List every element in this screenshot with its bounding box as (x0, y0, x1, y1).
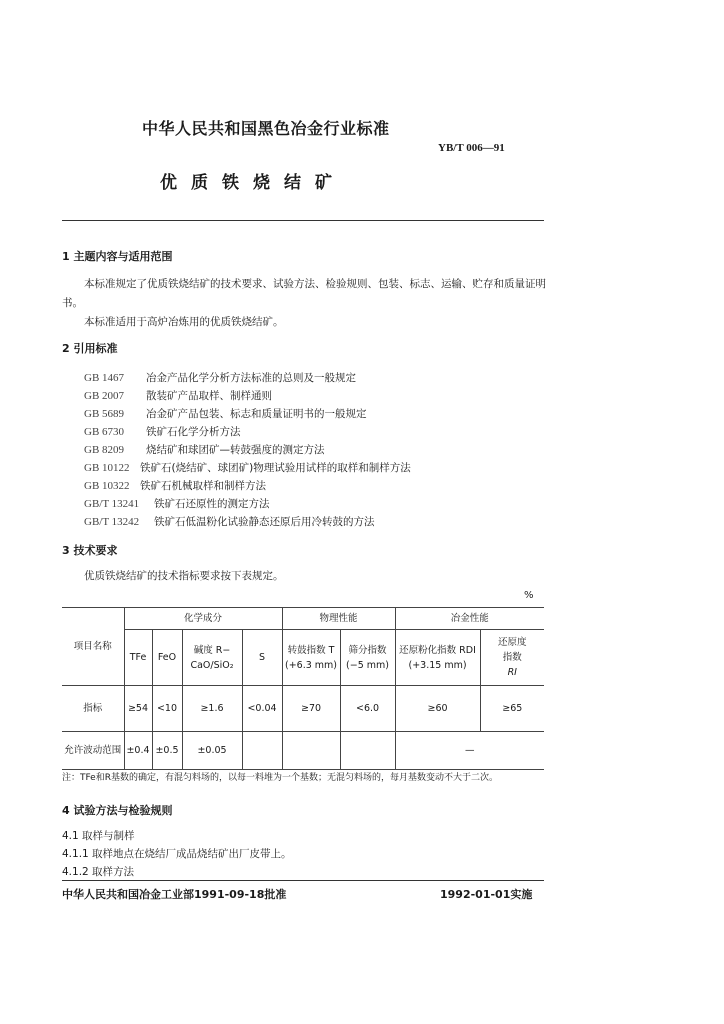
section1-paragraph2: 本标准适用于高炉冶炼用的优质铁烧结矿。 (84, 316, 284, 328)
feo-value: ±0.5 (152, 732, 182, 770)
drum-index-value: ≥70 (282, 686, 340, 732)
section3-intro: 优质铁烧结矿的技术指标要求按下表规定。 (84, 570, 284, 582)
reference-item: GB 2007 散装矿产品取样、制样通则 (84, 390, 272, 402)
basicity-header: 碱度 R− CaO/SiO₂ (182, 630, 242, 686)
metallurgical-properties-header: 冶金性能 (395, 608, 544, 630)
reference-item: GB/T 13241 铁矿石还原性的测定方法 (84, 498, 270, 510)
rdi-header: 还原粉化指数 RDI (+3.15 mm) (395, 630, 480, 686)
metallurgical-tolerance-value: — (395, 732, 544, 770)
drum-index-value (282, 732, 340, 770)
section4-1-2: 4.1.2 取样方法 (62, 866, 135, 878)
table-row (62, 686, 544, 732)
standard-code: YB/T 006—91 (438, 142, 505, 154)
row-label: 允许波动范围 (62, 732, 124, 770)
basicity-value: ±0.05 (182, 732, 242, 770)
basicity-value: ≥1.6 (182, 686, 242, 732)
reference-item: GB/T 13242 铁矿石低温粉化试验静态还原后用冷转鼓的方法 (84, 516, 375, 528)
section4-heading: 4 试验方法与检验规则 (62, 804, 173, 817)
physical-properties-header: 物理性能 (282, 608, 395, 630)
sieve-index-value: <6.0 (340, 686, 395, 732)
feo-header: FeO (152, 630, 182, 686)
drum-index-header: 转鼓指数 T (+6.3 mm) (282, 630, 340, 686)
rdi-value: ≥60 (395, 686, 480, 732)
section1-paragraph1-line2: 书。 (62, 297, 83, 309)
feo-value: <10 (152, 686, 182, 732)
table-subheader-row (62, 630, 544, 686)
sulfur-value (242, 732, 282, 770)
reference-item: GB 1467 冶金产品化学分析方法标准的总则及一般规定 (84, 372, 356, 384)
ri-header: 还原度 指数 RI (480, 630, 544, 686)
reference-item: GB 10122 铁矿石(烧结矿、球团矿)物理试验用试样的取样和制样方法 (84, 462, 411, 474)
tfe-value: ±0.4 (124, 732, 152, 770)
section4-1: 4.1 取样与制样 (62, 830, 135, 842)
section4-1-1: 4.1.1 取样地点在烧结厂成品烧结矿出厂皮带上。 (62, 848, 292, 860)
section2-heading: 2 引用标准 (62, 342, 118, 355)
reference-item: GB 5689 冶金矿产品包装、标志和质量证明书的一般规定 (84, 408, 367, 420)
document-title: 优质铁烧结矿 (160, 173, 346, 193)
issuing-organization: 中华人民共和国黑色冶金行业标准 (142, 119, 390, 138)
section1-heading: 1 主题内容与适用范围 (62, 250, 173, 263)
approval-line: 中华人民共和国冶金工业部1991-09-18批准 (62, 888, 287, 901)
sieve-index-header: 筛分指数 (−5 mm) (340, 630, 395, 686)
reference-item: GB 6730 铁矿石化学分析方法 (84, 426, 241, 438)
table-row (62, 732, 544, 770)
unit-label: % (524, 590, 534, 601)
item-name-header: 项目名称 (62, 608, 124, 686)
technical-requirements-table (62, 607, 544, 770)
sulfur-value: <0.04 (242, 686, 282, 732)
chemical-composition-header: 化学成分 (124, 608, 282, 630)
sieve-index-value (340, 732, 395, 770)
header-rule (62, 220, 544, 221)
tfe-header: TFe (124, 630, 152, 686)
implementation-date: 1992-01-01实施 (440, 888, 533, 901)
footer-rule (62, 880, 544, 881)
tfe-value: ≥54 (124, 686, 152, 732)
reference-item: GB 10322 铁矿石机械取样和制样方法 (84, 480, 266, 492)
table-note: 注：TFe和R基数的确定，有混匀料场的，以每一料堆为一个基数；无混匀料场的，每月基数变动不大于二次。 (62, 773, 498, 783)
sulfur-header: S (242, 630, 282, 686)
ri-value: ≥65 (480, 686, 544, 732)
table-header-row (62, 608, 544, 630)
section3-heading: 3 技术要求 (62, 544, 118, 557)
reference-item: GB 8209 烧结矿和球团矿—转鼓强度的测定方法 (84, 444, 325, 456)
row-label: 指标 (62, 686, 124, 732)
section1-paragraph1-line1: 本标准规定了优质铁烧结矿的技术要求、试验方法、检验规则、包装、标志、运输、贮存和质量证明 (84, 278, 546, 290)
